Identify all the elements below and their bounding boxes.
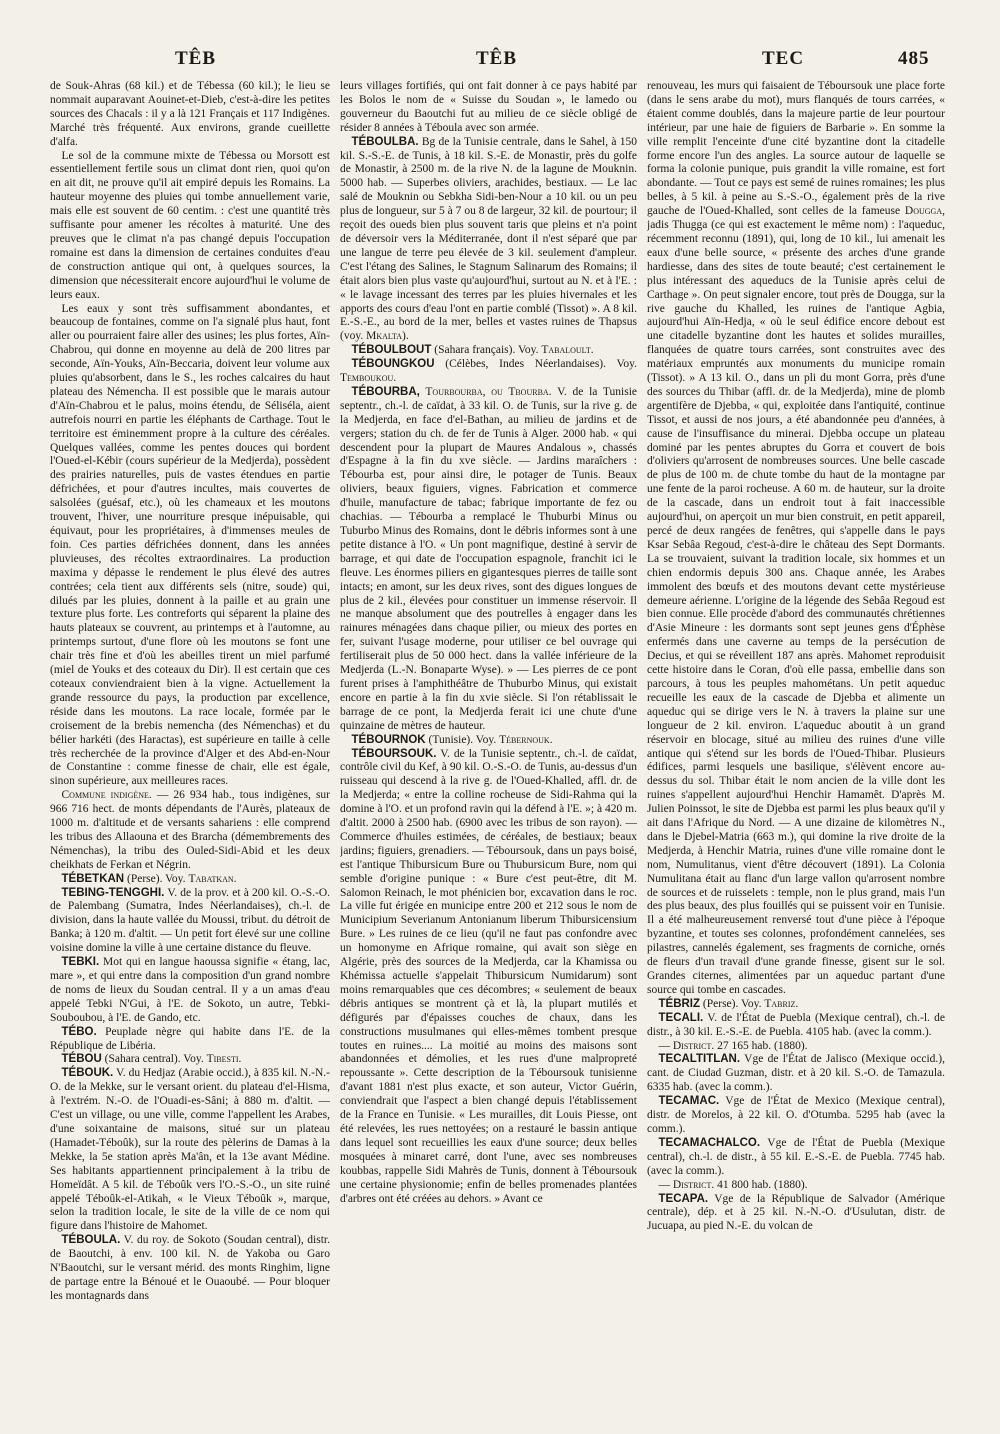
entry-text: Vge de la République de Salvador (Amérique centrale), dép. et à 25 kil. N.-N.-O. d'Usulutan, distr. de Jucuapa, au pied N.-E. du volcan de (647, 1192, 945, 1233)
entry-text: Peuplade nègre qui habite dans l'E. de la République de Libéria. (50, 1025, 330, 1052)
entry-text: V. de la prov. et à 200 kil. O.-S.-O. de Palembang (Sumatra, Indes Néerlandaises), ch.-l. de division, dans la haute vallée du Moussi, tribut. du détroit de Banka; à 120 m. d'altit. — Un petit fort élevé sur une colline voisine domine la ville à une certaine distance du fleuve. (50, 886, 330, 955)
entry-text: 27 165 hab. (1880). (714, 1039, 808, 1052)
entry (50, 887, 330, 957)
entry-headword: TÉBOUK. (61, 1067, 114, 1080)
entry-crossref: Tabaloult. (541, 344, 594, 357)
entry (647, 1137, 945, 1179)
running-head-center: TÊB (476, 48, 518, 69)
entry-text: Bg de la Tunisie centrale, dans le Sahel, à 150 kil. S.-S.-E. de Tunis, à 18 kil. S.-E. de Monastir, près du golfe de Monastir, à 2500 m. de la rive N. de la lagune de Mouknin. 5000 hab. — Superbes oliviers, arachides, bestiaux. — Le lac salé de Mouknin ou Sebkha Sidi-ben-Nour a 10 kil. ou un peu plus de longueur, sur 5 à 7 ou 8 de largeur, 32 kil. de pourtour; il reçoit des oueds bien plus souvent taris que pleins et n'a point de déversoir vers la Méditerranée, dont il n'est séparé que par une langue de terre peu élevée de 3 kil. seulement d'ampleur. C'est l'étang des Salines, le Stagnum Salinarum des Romains; il était alors bien plus vaste qu'aujourd'hui, surtout au N. et à l'E. : « le lavage incessant des terres par les pluies hivernales et les apports des cours d'eau l'ont en partie comblé (Tissot) ». A 8 kil. E.-S.-E., au bord de la mer, belles et vastes ruines de Thapsus (voy. (340, 135, 637, 343)
entry-headword: TECALI. (658, 1011, 704, 1024)
entry-headword: TEBING-TENGGHI. (61, 886, 165, 899)
entry (647, 1193, 945, 1235)
entry-text: Vge de l'État de Jalisco (Mexique occid.), cant. de Ciudad Guzman, distr. et à 20 kil. S.-O. de Tamazula. 6335 hab. (avec la comm.). (647, 1053, 945, 1094)
entry-crossref: Temboukou. (340, 372, 397, 385)
entry-text: Vge de l'État de Mexico (Mexique central), distr. de Morelos, à 22 kil. O. d'Otumba. 5295 hab (avec la comm.). (647, 1095, 945, 1135)
entry-text: Vge de l'État de Puebla (Mexique central), ch.-l. de distr., à 55 kil. E.-S.-E. de Puebla. 7745 hab. (avec la comm.). (647, 1136, 945, 1177)
running-head-right: TEC (762, 48, 805, 69)
entry (50, 1067, 330, 1234)
paragraph: Les eaux y sont très suffisamment abondantes, et beaucoup de fontaines, comme on l'a signalé plus haut, font aller ou pourraient faire aller des usines; les plus fortes, Aïn-Chabrou, qui donne en moyenne au delà de 200 litres par seconde, Aïn-Youks, Aïn-Beccaria, doivent leur volume aux pluies qu'absorbent, dans le S., les roches calcaires du haut plateau des Némencha. Il est possible que le marais autour d'Aïn-Chabrou et le palus, moins étendu, de Séliséla, aient autrefois nourri en partie les éléphants de Carthage. Tout le territoire est éminemment propre à la culture des céréales. Quelques vallées, comme les pentes douces qui bordent l'Oued-el-Kébir (cours supérieur de la Medjerda), possèdent des prairies naturelles, puis de vastes étendues en partie défrichées, et pour d'autres incultes, mais couvertes de salsolées (guésaf, etc.), où les chameaux et les moutons trouvent, l'hiver, une nourriture presque inépuisable, qui équivaut, pour les propriétaires, à d'immenses meules de foin. Ces parties défrichées donnent, dans les années pluvieuses, des récoltes extraordinaires. La production maxima y dépasse le rendement le plus élevé des autres contrées; cela tient aux différents sels (nitre, soude) qui, dilués par les pluies, donnent à la paille et au grain une texture plus forte. Les contreforts qui séparent la plaine des hauts plateaux se couvrent, au printemps et à l'automne, au printemps surtout, d'une flore où les moutons se font une chair très fine et d'où les abeilles tirent un miel parfumé (miel de Youks et des coteaux du Dir). Il est certain que ces coteaux conviendraient bien à la vigne. Actuellement la grande ressource du pays, la production par excellence, réside dans les moutons. La race locale, formée par le croisement de la brebis nemencha (des Némenchas) et du bélier harkéti (des Haractas), est supérieure en taille à celle très recherchée de la province d'Alger et des Abd-en-Nour de Constantine : comme finesse de chair, elle est égale, sinon supérieure, aux meilleures races. (50, 302, 330, 788)
paragraph (647, 80, 945, 998)
entry-headword: TECAMACHALCO. (658, 1136, 761, 1149)
entry-text: Mot qui en langue haoussa signifie « étang, lac, mare », et qui entre dans la composition d'un grand nombre de noms de lieux du Soudan central. Il y a un amas d'eau appelé Tebki N'Gui, à l'E. de Sokoto, un autre, Tebki-Souboubou, à l'E. de Gando, etc. (50, 956, 330, 1024)
entry-headword: TECAPA. (658, 1192, 709, 1205)
paragraph: de Souk-Ahras (68 kil.) et de Tébessa (60 kil.); le lieu se nommait auparavant Aouinet-et-Dieb, c'est-à-dire les petites sources des Chacals : il y a là 121 Français et 117 Indigènes. Marché très fréquenté. Aux environs, grande cueillette d'alfa. (50, 80, 330, 148)
entry-headword: TÉBRIZ (658, 997, 701, 1010)
entry-text: V. du Hedjaz (Arabie occid.), à 835 kil. N.-N.-O. de la Mekke, sur le versant orient. du plateau d'el-Hisma, à l'extrém. N.-O. de l'Ouadi-es-Sâni; à 880 m. d'altit. — C'est un village, ou une ville, comme l'appellent les Arabes, d'une soixantaine de maisons, situé sur un plateau (Hamadet-Téboûk), sur la route des pèlerins de Damas à la Mekke, la 5e station après Ma'ân, et la 13e avant Médine. Ses habitants appartiennent principalement à la tribu de Homeïdât. A 5 kil. de Téboûk vers l'O.-S.-O., un site ruiné appelé Téboûk-el-Atikah, « le Vieux Téboûk », marque, selon la tradition locale, le site de la ville de ce nom qui figure dans l'histoire de Mahomet. (50, 1067, 330, 1233)
place-name: Dougga, (904, 205, 945, 218)
entry-headword: TÉBOULA. (61, 1234, 121, 1247)
entry (340, 136, 637, 345)
entry-headword: TÉBO. (61, 1025, 97, 1038)
entry-text: (Tunisie). Voy. (425, 733, 500, 746)
entry-headword: TÉBOURBA, (351, 385, 420, 398)
paragraph-text: renouveau, les murs qui faisaient de Téboursouk une place forte (dans le sens arabe du mot), murs flanqués de tours carrées, « étaient comme doublés, dans la majeure partie de leur pourtour intérieur, par une haie de figuiers de Barbarie ». En somme la ville remplit l'enceinte d'une cité byzantine dont la citadelle forme encore l'un des angles. La source autour de laquelle se forma la colonie punique, puis grandit la ville romaine, est fort abondante. — Tout ce pays est semé de ruines romaines; les plus belles, à 5 kil. à peine au S.-S.-O., également près de la rive gauche de l'Oued-Khalled, sont celles de la fameuse (647, 80, 945, 218)
entry-text: V. du roy. de Sokoto (Soudan central), distr. de Baoutchi, à env. 100 kil. N. de Yakoba ou Garo N'Baoutchi, sur le versant mérid. des monts Ringhim, ligne de partage entre la Bénoué et le Ouaoubé. — Pour bloquer les montagnards dans (50, 1234, 330, 1302)
paragraph (50, 789, 330, 872)
entry-headword: TÉBOULBA. (351, 135, 419, 148)
district-label: — District. (658, 1178, 715, 1191)
entry (647, 1012, 945, 1040)
entry-headword: TÉBOURSOUK. (351, 747, 437, 760)
entry (50, 956, 330, 1026)
entry (647, 998, 945, 1012)
entry (340, 386, 637, 734)
page-header (0, 48, 1000, 76)
subheading: Commune indigène. (61, 789, 152, 802)
column-3 (647, 80, 945, 1420)
entry-headword: TEBKI. (61, 956, 100, 969)
entry-text: (Perse). Voy. (124, 872, 189, 885)
page-number: 485 (898, 48, 930, 69)
entry-headword: TÉBOURNOK (351, 733, 426, 746)
entry-crossref: Tabriz. (764, 997, 799, 1010)
entry-subline (647, 1040, 945, 1054)
paragraph-text: jadis Thugga (ce qui est exactement le même nom) : l'aqueduc, récemment reconnu (1891), qui, long de 10 kil., lui amenait les eaux d'une belle source, « présente des arches d'une grande hardiesse, dans des sites de toute beauté; c'est certainement le plus intéressant des aqueducs de la Tunisie après celui de Carthage ». On peut signaler encore, tout près de Dougga, sur la rive gauche du Khalled, les ruines de l'antique Agbia, aujourd'hui Aïn-Hedja, « où le seul édifice encore debout est une citadelle byzantine dont les hautes et solides murailles, flanquées de quatre tours carrées, sont construites avec des matériaux empruntés aux monuments du municipe romain (Tissot). » A 13 kil. O., dans un pli du mont Gorra, près d'une des sources du Thibar (affl. dr. de la Medjerda), mine de plomb argentifère de Djebba, « qui, exploitée dans l'antiquité, continue Tissot, et aussi de nos jours, a été abandonnée peu d'années, à cause de l'insuffisance du minerai. Djebba occupe un plateau dominé par les pentes abruptes du Gorra et couvert de bois d'oliviers qu'arrosent de nombreuses sources. Une belle cascade de plus de 100 m. de chute tombe du haut de la montagne par une fente de la paroi rocheuse. A 60 m. de hauteur, sur la droite de la cascade, dans un endroit tout à fait inaccessible aujourd'hui, on aperçoit un mur bien construit, en petit appareil, percé de deux rangées de fenêtres, qui s'appelle dans le pays Ksar Sebâa Regoud, c'est-à-dire le château des Sept Dormants. La se trouvaient, suivant la tradition locale, six hommes et un chien endormis depuis 300 ans. Chaque année, les Arabes immolent des bœufs et des moutons devant cette mystérieuse demeure aérienne. L'origine de la légende des Sebâa Regoud est bien connue. Elle procède d'abord des communautés chrétiennes d'Asie Mineure : les dormants sont sept jeunes gens d'Éphèse enfermés dans une caverne au temps de la persécution de Decius, et qui se réveillent 187 ans après. Mahomet reproduisit cette histoire dans le Coran, d'où elle passa, embellie dans son parcours, à tous les peuples mahométans. Un petit aqueduc recueille les eaux de la cascade de Djebba et alimente un aqueduc qui se dirige vers le N. à travers la plaine sur une longueur de 2 kil. environ. L'aqueduc aboutit à un grand réservoir en blocage, situé au milieu des ruines d'une ville antique qui s'étend sur les bords de l'Oued-Thibar. Plusieurs édifices, parmi lesquels une basilique, s'élèvent encore au-dessus du sol. Thibar était le nom ancien de la ville dont les ruines s'appellent aujourd'hui Henchir Hamamêt. D'après M. Julien Poinssot, le site de Djebba est parmi les plus beaux qu'il y ait dans l'Afrique du Nord. — A une dizaine de kilomètres N., dans le Djebel-Matria (663 m.), qui domine la rive droite de la Medjerda, à Henchir Matria, ruines d'une ville romaine dont le nom, Numulitanus, vient d'être découvert (1891). La Colonia Numulitana était au flanc d'un large vallon qu'arrosent nombre de sources et de ruisselets : temple, non le plus grand, mais l'un des plus beaux, des plus fouillés qui se puissent voir en Tunisie. Il a été malheureusement renversé tout d'une pièce à l'époque byzantine, et toutes ses colonnes, profondément cannelées, ses pilastres, cannelés également, ses fragments de corniche, ornés de fleurs d'un travail d'une grande finesse, gisent sur le sol. Grandes citernes, alimentées par un aqueduc partant d'une source qui tombe en cascades. (647, 219, 945, 996)
entry-text: V. de la Tunisie septentr., ch.-l. de caïdat, contrôle civil du Kef, à 90 kil. O.-S.-O. de Tunis, au-dessus d'un ruisseau qui descend à la rive g. de l'Oued-Khalled, affl. dr. de la Medjerda; « entre la colline rocheuse de Sidi-Rahma qui la domine à l'O. et un profond ravin qui la défend à l'E. »; à 420 m. d'altit. 2000 à 2500 hab. (6900 avec les tribus de son rayon). — Commerce d'huiles estimées, de céréales, de bestiaux; beaux jardins; figuiers, grenadiers. — Téboursouk, dans un pays boisé, est l'antique Thibursicum Bure ou Thubursicum Bure, nom qui semble d'origine punique : « Bure c'est peut-être, dit M. Salomon Reinach, le mot phénicien bor, excavation dans le roc. La ville fut érigée en municipe entre 200 et 212 sous le nom de Municipium Severianum Antonianum liberum Thibursicensium Bure. » Les ruines de ce lieu (qu'il ne faut pas confondre avec un homonyme en Afrique romaine, qui avait son siège en Algérie, près des sources de la Medjerda, car la Khamissa ou Khémissa actuelle s'appelait Thibursicum Numidarum) sont moins remarquables que ces décombres; « seulement de beaux débris antiques se montrent çà et là, la plupart mutilés et défigurés par d'épaisses couches de chaux, dans les constructions musulmanes qui elles-mêmes tombent presque toutes en ruines.... La moitié au moins des maisons sont abandonnées et démolies, et les rues d'une malpropreté repoussante ». Cette description de la Téboursouk tunisienne d'avant 1881 n'est plus exacte, et son auteur, Victor Guérin, conviendrait que l'aspect a bien changé depuis l'établissement de la France en Tunisie. « Les murailles, dit Louis Piesse, ont été relevées, les rues nettoyées; on a restauré le bassin antique dans lequel sont recueillies les eaux d'une source; deux belles mosquées à minaret carré, dont l'une, avec ses nombreuses koubbas, rappelle Sidi Mahrès de Tunis, donnent à Téboursouk une certaine physionomie; enfin de belles promenades plantées d'arbres ont été créées au dehors. » Avant ce (340, 747, 637, 1205)
entry (340, 734, 637, 748)
entry-headword: TÉBOULBOUT (351, 344, 432, 357)
entry (50, 873, 330, 887)
entry-headword: TECALTITLAN. (658, 1053, 741, 1066)
entry-crossref: Tébernouk. (499, 733, 553, 746)
entry (340, 358, 637, 386)
entry-crossref: Tabatkan. (188, 872, 237, 885)
column-2 (340, 80, 637, 1420)
entry-subline (647, 1179, 945, 1193)
entry-text: (Célèbes, Indes Néerlandaises). Voy. (434, 358, 637, 371)
entry (647, 1095, 945, 1137)
paragraph-text: — 26 934 hab., tous indigènes, sur 966 716 hect. de monts dépendants de l'Aurès, plateaux de 1000 m. d'altitude et de versants sahariens : elle comprend les tribus des Allaouna et des Brarcha (démembrements des Némenchas), la tribu des Ouled-Sidi-Abid et les deux cheikhats de Ferkan et Négrin. (50, 789, 330, 871)
entry-text: (Sahara français). Voy. (431, 344, 542, 357)
entry-text: (Perse). Voy. (700, 997, 765, 1010)
entry-crossref: Tibesti. (206, 1053, 242, 1066)
entry-text: V. de la Tunisie septentr., ch.-l. de caïdat, à 33 kil. O. de Tunis, sur la rive g. de la Medjerda, en face d'el-Bathan, au milieu de jardins et de vergers; station du ch. de fer de Tunis à Alger. 2000 hab. « qui descendent pour la plupart de Maures Andalous », chassés d'Espagne à la fin du xve siècle. — Jardins maraîchers : Tébourba est, pour ainsi dire, le potager de Tunis. Beaux oliviers, beaux figuiers, vignes. Fabrication et commerce d'huile, manufacture de tabac; fabrique importante de fez ou chachias. — Tébourba a remplacé le Thuburbi Minus ou Tuburbo Minus des Romains, dont le débris informes sont à une petite distance à l'O. « Un pont magnifique, destiné à servir de barrage, et qui date de l'occupation espagnole, franchit ici le fleuve. Les énormes piliers en gigantesques pierres de taille sont intacts; en amont, sur les deux rives, sont des digues longues de plus de 2 kil., élevées pour constituer un immense réservoir. Il ne manque absolument que des poutrelles à engager dans les rainures ménagées dans chaque pilier, ou mieux des portes en fer, suivant l'usage moderne, pour utiliser ce bel ouvrage qui fertiliserait plus de 50 000 hect. dans la vallée inférieure de la Medjerda (L.-N. Bonaparte Wyse). » — Les pierres de ce pont furent prises à l'amphithéâtre de Thuburbo Minus, qui existait encore en partie à la fin du xvie siècle. Si l'on rétablissait le barrage de ce pont, la Medjerda ferait ici une chute d'une quinzaine de mètres de hauteur. (340, 385, 637, 732)
district-label: — District. (658, 1039, 715, 1052)
entry-text: (Sahara central). Voy. (101, 1053, 207, 1066)
entry (340, 748, 637, 1207)
entry-text: 41 800 hab. (1880). (714, 1178, 808, 1191)
column-1 (50, 80, 330, 1420)
entry-headword: TECAMAC. (658, 1095, 720, 1108)
entry-headword: TÉBOUNGKOU (351, 358, 435, 371)
running-head-left: TÊB (175, 48, 217, 69)
entry (50, 1026, 330, 1054)
entry (647, 1053, 945, 1095)
entry-headword: TÉBOU (61, 1053, 102, 1066)
entry-crossref: Mkalta). (366, 330, 409, 343)
entry-variant: Tourbourba, ou Tbourba. (419, 385, 552, 398)
paragraph: Le sol de la commune mixte de Tébessa ou Morsott est essentiellement fertile sous un climat dont rien, quoi qu'on en ait dit, ne prouve qu'il ait empiré depuis les Romains. La hauteur moyenne des pluies qui tombe annuellement varie, mais elle est souvent de 60 centim. : c'est une quantité très suffisante pour amener les récoltes à maturité. Une des preuves que le climat n'a pas changé depuis l'occupation romaine est dans la dimension de certaines conduites d'eau de construction antique qui ont, à quelques sources, la dimension que nécessiterait encore aujourd'hui le volume de leurs eaux. (50, 149, 330, 301)
entry-text: V. de l'État de Puebla (Mexique central), ch.-l. de distr., à 30 kil. E.-S.-E. de Puebla. 4105 hab. (avec la comm.). (647, 1011, 945, 1038)
entry (340, 344, 637, 358)
entry (50, 1234, 330, 1304)
paragraph: leurs villages fortifiés, qui ont fait donner à ce pays habité par les Bolos le nom de « Suisse du Soudan », le lamedo ou gouverneur du Baoutchi fut au milieu de ce siècle obligé de résider 8 années à Téboula avec son armée. (340, 80, 637, 134)
entry-headword: TÉBETKAN (61, 872, 125, 885)
entry (50, 1053, 330, 1067)
